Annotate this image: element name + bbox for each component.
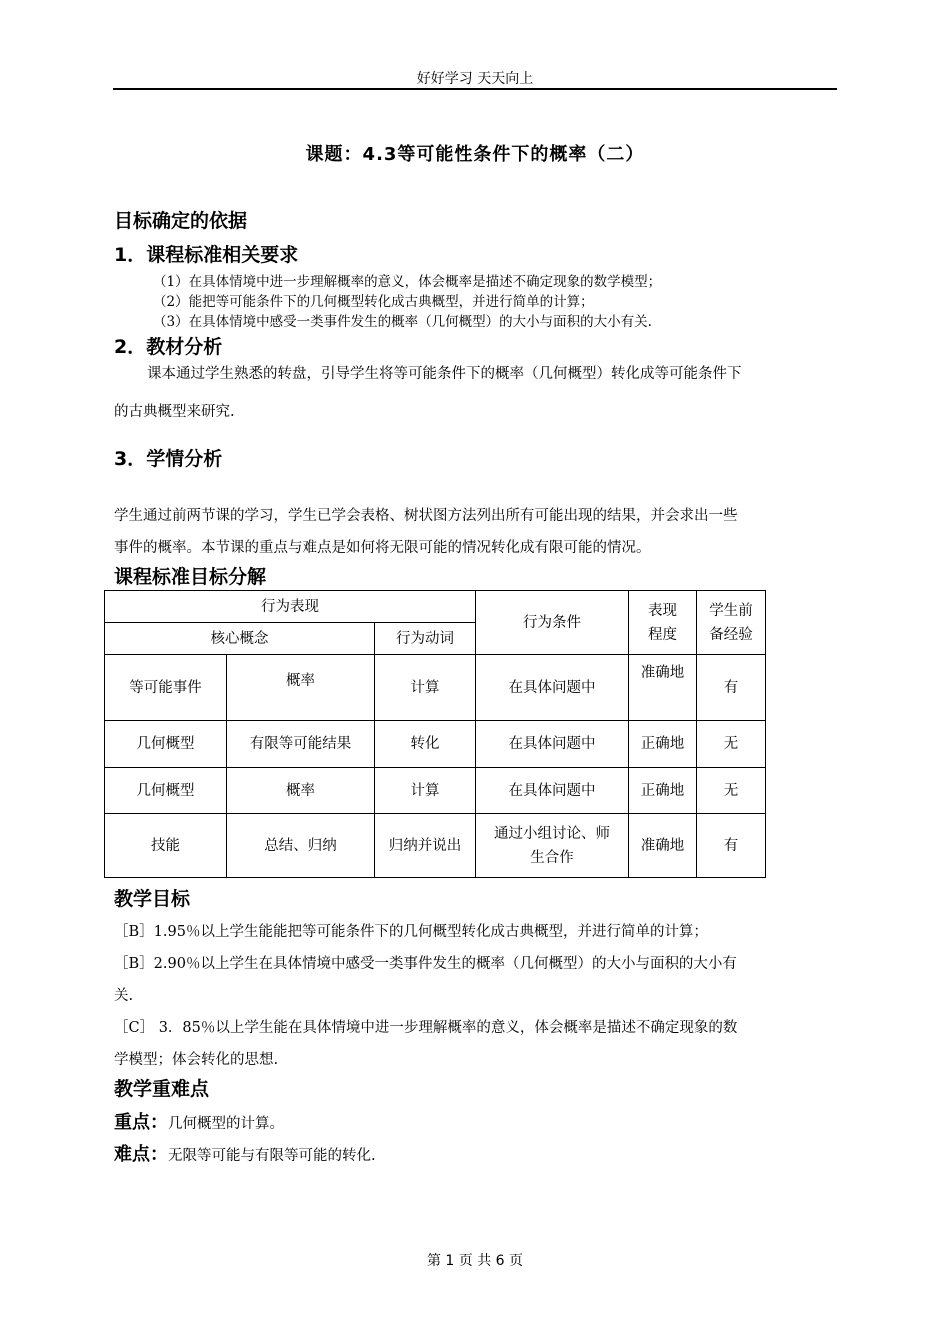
table-row — [105, 721, 766, 768]
keypoints-heading: 教学重难点 — [114, 1078, 210, 1100]
table-cell: 无 — [697, 721, 766, 768]
table-cell: 总结、归纳 — [227, 814, 375, 878]
table-cell: 正确地 — [629, 768, 697, 814]
key-point-text: 几何概型的计算。 — [168, 1116, 284, 1132]
table-cell: 概率 — [227, 655, 375, 721]
key-point — [114, 1108, 284, 1134]
table-cell: 概率 — [227, 768, 375, 814]
requirement-1: （1）在具体情境中进一步理解概率的意义，体会概率是描述不确定现象的数学模型； — [153, 274, 662, 290]
goal-3-line-2: 学模型；体会转化的思想. — [114, 1052, 279, 1068]
goal-1: ［B］1.95％以上学生能能把等可能条件下的几何概型转化成古典概型，并进行简单的计算； — [114, 924, 708, 940]
header-prior — [697, 591, 766, 655]
key-point-label: 重点： — [114, 1112, 168, 1133]
table-cell: 归纳并说出 — [375, 814, 476, 878]
objectives-table — [104, 590, 766, 878]
table-cell: 在具体问题中 — [476, 721, 629, 768]
table-cell: 有限等可能结果 — [227, 721, 375, 768]
table-cell: 计算 — [375, 655, 476, 721]
table-cell: 转化 — [375, 721, 476, 768]
table-cell — [476, 814, 629, 878]
table-cell: 计算 — [375, 768, 476, 814]
difficult-point — [114, 1140, 376, 1166]
header-degree-line-2: 程度 — [648, 626, 678, 643]
table-cell: 等可能事件 — [105, 655, 227, 721]
goal-2-line-2: 关. — [114, 988, 134, 1004]
table-row — [105, 655, 766, 721]
section-3-heading: 3．学情分析 — [114, 448, 223, 470]
header-core-concept: 核心概念 — [105, 623, 375, 655]
table-cell: 在具体问题中 — [476, 768, 629, 814]
table-cell-line-1: 通过小组讨论、师 — [494, 825, 611, 842]
table-cell: 技能 — [105, 814, 227, 878]
table-cell: 几何概型 — [105, 721, 227, 768]
header-degree-line-1: 表现 — [648, 602, 678, 619]
table-cell: 几何概型 — [105, 768, 227, 814]
section-2-line-2: 的古典概型来研究. — [114, 404, 235, 420]
header-prior-line-1: 学生前 — [709, 602, 753, 619]
table-cell: 在具体问题中 — [476, 655, 629, 721]
goal-3-line-1: ［C］ 3．85％以上学生能在具体情境中进一步理解概率的意义，体会概率是描述不确定现象的数 — [114, 1020, 738, 1036]
breakdown-heading: 课程标准目标分解 — [114, 566, 267, 588]
difficult-point-text: 无限等可能与有限等可能的转化. — [168, 1148, 376, 1164]
header-rule — [113, 88, 837, 90]
table-cell: 正确地 — [629, 721, 697, 768]
section-3-line-1: 学生通过前两节课的学习，学生已学会表格、树状图方法列出所有可能出现的结果，并会求出一些 — [114, 508, 738, 524]
section-1-heading: 1．课程标准相关要求 — [114, 244, 299, 266]
header-prior-line-2: 备经验 — [709, 626, 753, 643]
table-cell: 准确地 — [629, 655, 697, 721]
section-2-line-1: 课本通过学生熟悉的转盘，引导学生将等可能条件下的概率（几何概型）转化成等可能条件下 — [147, 366, 742, 382]
page-footer: 第 1 页 共 6 页 — [426, 1253, 524, 1269]
header-degree — [629, 591, 697, 655]
requirement-3: （3）在具体情境中感受一类事件发生的概率（几何概型）的大小与面积的大小有关. — [153, 314, 652, 330]
page-title: 课题：4.3等可能性条件下的概率（二） — [305, 144, 645, 165]
goal-2-line-1: ［B］2.90％以上学生在具体情境中感受一类事件发生的概率（几何概型）的大小与面积的大小有 — [114, 956, 737, 972]
section-3-line-2: 事件的概率。本节课的重点与难点是如何将无限可能的情况转化成有限可能的情况。 — [114, 540, 651, 556]
table-cell: 准确地 — [629, 814, 697, 878]
difficult-point-label: 难点： — [114, 1144, 168, 1165]
requirement-2: （2）能把等可能条件下的几何概型转化成古典概型，并进行简单的计算； — [153, 294, 594, 310]
table-cell: 有 — [697, 655, 766, 721]
header-condition: 行为条件 — [476, 591, 629, 655]
table-cell: 无 — [697, 768, 766, 814]
header-verb: 行为动词 — [375, 623, 476, 655]
table-row — [105, 814, 766, 878]
table-cell: 有 — [697, 814, 766, 878]
goals-heading: 教学目标 — [114, 888, 191, 910]
page-header: 好好学习 天天向上 — [416, 71, 534, 87]
header-behavior: 行为表现 — [105, 591, 476, 623]
section-2-heading: 2．教材分析 — [114, 336, 223, 358]
section-basis-heading: 目标确定的依据 — [114, 210, 248, 232]
table-cell-line-2: 生合作 — [530, 849, 574, 866]
table-row — [105, 768, 766, 814]
